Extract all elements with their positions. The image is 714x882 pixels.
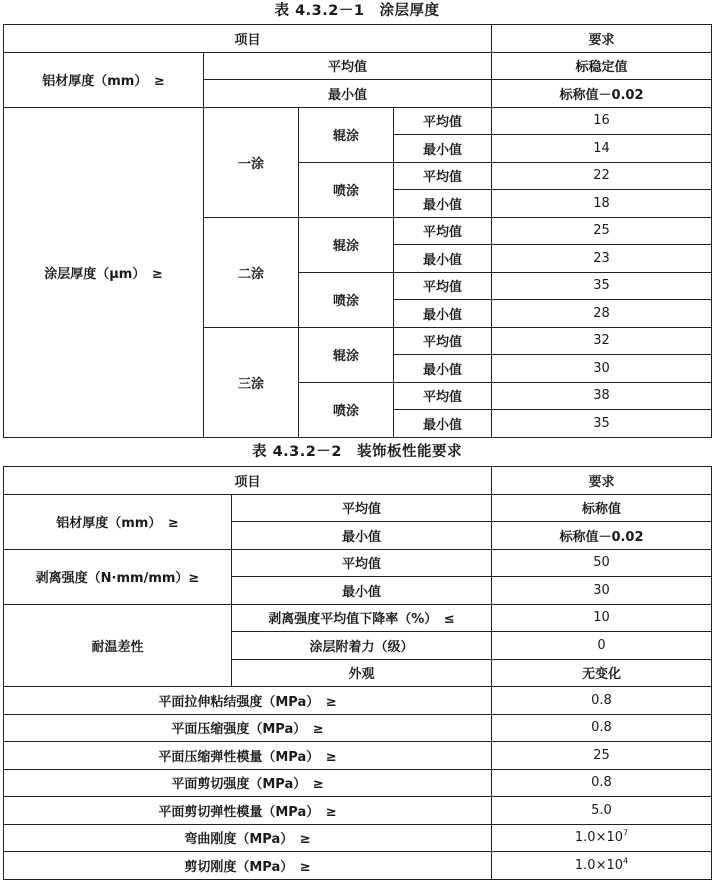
coating-thickness-label: 涂层厚度（μm） ≥ xyxy=(4,107,204,437)
method-label: 喷涂 xyxy=(299,382,394,437)
table-header-row xyxy=(4,467,712,495)
value-exponent: 4 xyxy=(623,856,629,866)
property-label: 平面剪切弹性模量（MPa） ≥ xyxy=(4,797,492,825)
table-row xyxy=(4,742,712,770)
method-label: 辊涂 xyxy=(299,327,394,382)
stat-value: 32 xyxy=(492,327,712,355)
property-value: 0.8 xyxy=(492,687,712,715)
row-value: 30 xyxy=(492,577,712,605)
peel-strength-label: 剥离强度（N·mm/mm）≥ xyxy=(4,549,232,604)
property-label: 弯曲刚度（MPa） ≥ xyxy=(4,824,492,852)
table-row xyxy=(4,687,712,715)
stat-label: 最小值 xyxy=(394,410,492,438)
table-header-row xyxy=(4,25,712,53)
row-label: 平均值 xyxy=(232,494,492,522)
stat-label: 平均值 xyxy=(394,162,492,190)
row-value: 标称值－0.02 xyxy=(492,80,712,108)
row-value: 0 xyxy=(492,632,712,660)
header-requirement: 要求 xyxy=(492,25,712,53)
row-value: 10 xyxy=(492,604,712,632)
stat-label: 平均值 xyxy=(394,382,492,410)
table-row xyxy=(4,769,712,797)
row-label: 最小值 xyxy=(204,80,492,108)
row-value: 无变化 xyxy=(492,659,712,687)
property-label: 平面拉伸粘结强度（MPa） ≥ xyxy=(4,687,492,715)
row-label: 平均值 xyxy=(204,52,492,80)
stat-label: 平均值 xyxy=(394,272,492,300)
table-row xyxy=(4,107,712,135)
value-base: 1.0×10 xyxy=(574,857,623,873)
header-item: 项目 xyxy=(4,467,492,495)
property-label: 剪切刚度（MPa） ≥ xyxy=(4,852,492,880)
stat-value: 35 xyxy=(492,272,712,300)
panel-performance-table xyxy=(3,466,712,880)
table-row xyxy=(4,852,712,880)
stat-label: 最小值 xyxy=(394,300,492,328)
property-value: 25 xyxy=(492,742,712,770)
table-row xyxy=(4,604,712,632)
method-label: 喷涂 xyxy=(299,162,394,217)
stat-value: 35 xyxy=(492,410,712,438)
property-label: 平面剪切强度（MPa） ≥ xyxy=(4,769,492,797)
property-value: 0.8 xyxy=(492,714,712,742)
row-label: 最小值 xyxy=(232,522,492,550)
property-value xyxy=(492,824,712,852)
row-value: 50 xyxy=(492,549,712,577)
stat-label: 平均值 xyxy=(394,107,492,135)
header-requirement: 要求 xyxy=(492,467,712,495)
pass-label: 二涂 xyxy=(204,217,299,327)
row-value: 标稳定值 xyxy=(492,52,712,80)
value-exponent: 7 xyxy=(623,828,629,838)
table-row xyxy=(4,549,712,577)
stat-label: 最小值 xyxy=(394,135,492,163)
row-value: 标称值－0.02 xyxy=(492,522,712,550)
stat-value: 30 xyxy=(492,355,712,383)
property-value: 5.0 xyxy=(492,797,712,825)
temp-diff-label: 耐温差性 xyxy=(4,604,232,687)
row-label: 涂层附着力（级） xyxy=(232,632,492,660)
stat-value: 22 xyxy=(492,162,712,190)
table-row xyxy=(4,494,712,522)
stat-value: 25 xyxy=(492,217,712,245)
table-row xyxy=(4,714,712,742)
property-value xyxy=(492,852,712,880)
property-label: 平面压缩弹性模量（MPa） ≥ xyxy=(4,742,492,770)
row-value: 标称值 xyxy=(492,494,712,522)
pass-label: 一涂 xyxy=(204,107,299,217)
table2-caption: 表 4.3.2－2 装饰板性能要求 xyxy=(252,444,462,460)
table1-caption: 表 4.3.2－1 涂层厚度 xyxy=(274,3,440,19)
stat-value: 38 xyxy=(492,382,712,410)
row-label: 平均值 xyxy=(232,549,492,577)
al-thickness-label: 铝材厚度（mm） ≥ xyxy=(4,52,204,107)
row-label: 剥离强度平均值下降率（%） ≤ xyxy=(232,604,492,632)
header-item: 项目 xyxy=(4,25,492,53)
table-row xyxy=(4,52,712,80)
stat-value: 14 xyxy=(492,135,712,163)
value-base: 1.0×10 xyxy=(574,830,623,846)
row-label: 外观 xyxy=(232,659,492,687)
al-thickness-label: 铝材厚度（mm） ≥ xyxy=(4,494,232,549)
property-value: 0.8 xyxy=(492,769,712,797)
row-label: 最小值 xyxy=(232,577,492,605)
stat-value: 16 xyxy=(492,107,712,135)
pass-label: 三涂 xyxy=(204,327,299,437)
property-label: 平面压缩强度（MPa） ≥ xyxy=(4,714,492,742)
method-label: 辊涂 xyxy=(299,217,394,272)
stat-value: 23 xyxy=(492,245,712,273)
stat-label: 最小值 xyxy=(394,245,492,273)
stat-label: 平均值 xyxy=(394,217,492,245)
stat-value: 28 xyxy=(492,300,712,328)
method-label: 辊涂 xyxy=(299,107,394,162)
table-row xyxy=(4,797,712,825)
stat-label: 平均值 xyxy=(394,327,492,355)
method-label: 喷涂 xyxy=(299,272,394,327)
stat-value: 18 xyxy=(492,190,712,218)
coating-thickness-table xyxy=(3,24,712,438)
table-row xyxy=(4,824,712,852)
stat-label: 最小值 xyxy=(394,190,492,218)
stat-label: 最小值 xyxy=(394,355,492,383)
